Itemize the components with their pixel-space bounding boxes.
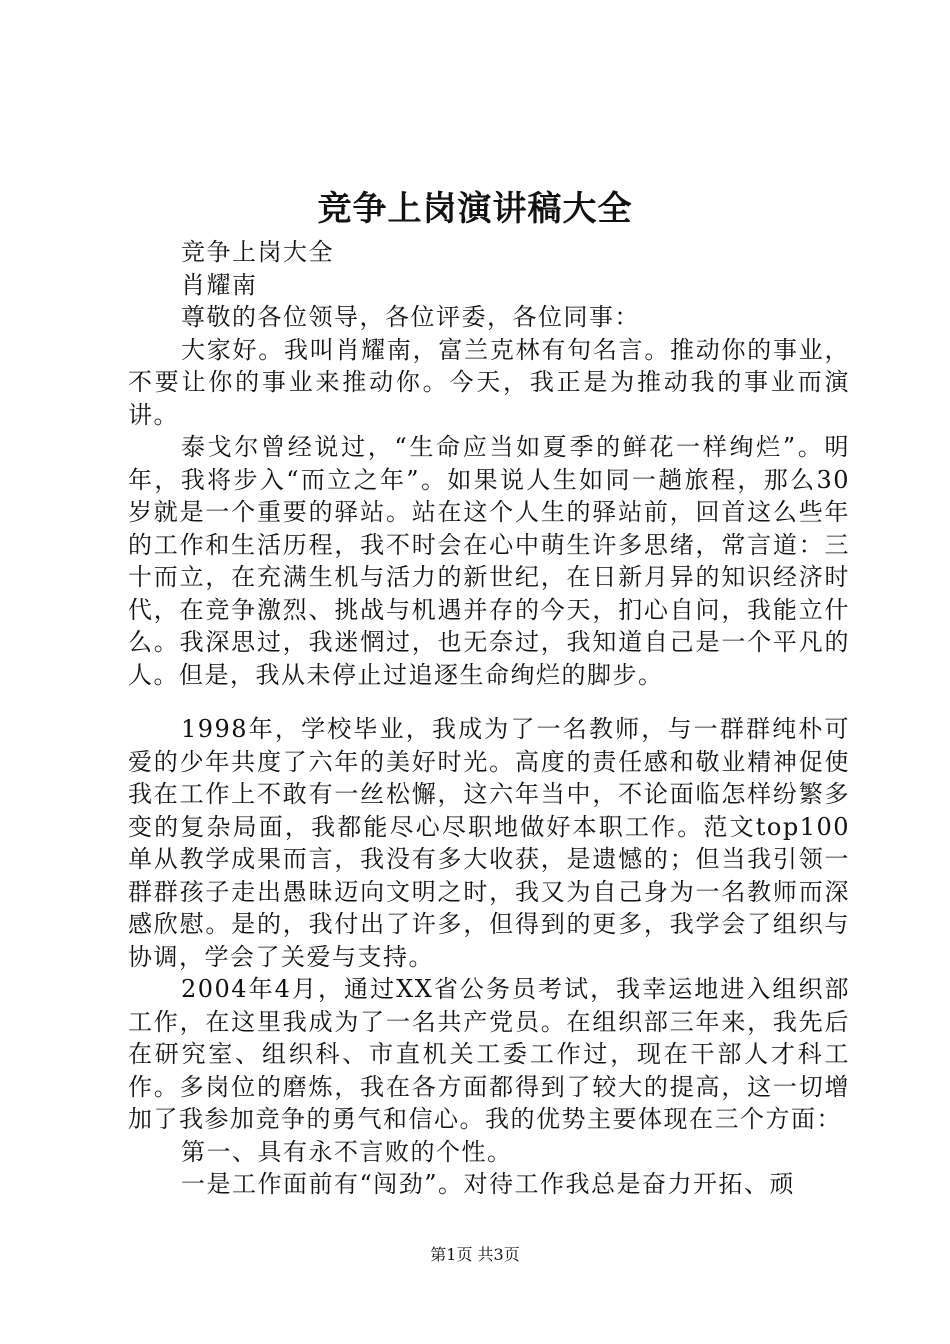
paragraph-author: 肖耀南 [181, 270, 258, 299]
paragraph-salutation: 尊敬的各位领导，各位评委，各位同事： [181, 303, 640, 331]
document-body [128, 236, 850, 1201]
paragraph-subtitle: 竞争上岗大全 [181, 238, 334, 266]
paragraph-first-advantage: 第一、具有永不言败的个性。 [181, 1137, 513, 1166]
paragraph-introduction: 大家好。我叫肖耀南，富兰克林有句名言。推动你的事业，不要让你的事业来推动你。今天，我正是为推动我的事业而演讲。 [128, 335, 850, 429]
paragraph-tagore-quote: 泰戈尔曾经说过，“生命应当如夏季的鲜花一样绚烂”。明年，我将步入“而立之年”。如果说人生如同一趟旅程，那么30岁就是一个重要的驿站。站在这个人生的驿站前，回首这么些年的工作和生活历程，我不时会在心中萌生许多思绪，常言道：三十而立，在充满生机与活力的新世纪，在日新月异的知识经济时代，在竞争激烈、挑战与机遇并存的今天，扪心自问，我能立什么。我深思过，我迷惘过，也无奈过，我知道自己是一个平凡的人。但是，我从未停止过追逐生命绚烂的脚步。 [128, 433, 850, 689]
document-title: 竞争上岗演讲稿大全 [317, 189, 633, 229]
page-number-footer: 第1页 共3页 [430, 1245, 520, 1264]
paragraph-work-drive: 一是工作面前有“闯劲”。对待工作我总是奋力开拓、顽 [181, 1170, 796, 1198]
paragraph-teacher-years: 1998年，学校毕业，我成为了一名教师，与一群群纯朴可爱的少年共度了六年的美好时光。高度的责任感和敬业精神促使我在工作上不敢有一丝松懈，这六年当中，不论面临怎样纷繁多变的复杂局面，我都能尽心尽职地做好本职工作。范文top100单从教学成果而言，我没有多大收获，是遗憾的；但当我引领一群群孩子走出愚昧迈向文明之时，我又为自己身为一名教师而深感欣慰。是的，我付出了许多，但得到的更多，我学会了组织与协调，学会了关爱与支持。 [128, 715, 850, 971]
paragraph-spacer [128, 691, 850, 713]
paragraph-organization-department: 2004年4月，通过XX省公务员考试，我幸运地进入组织部工作，在这里我成为了一名共产党员。在组织部三年来，我先后在研究室、组织科、市直机关工委工作过，现在干部人才科工作。多岗位的磨炼，我在各方面都得到了较大的提高，这一切增加了我参加竞争的勇气和信心。我的优势主要体现在三个方面： [128, 975, 850, 1133]
